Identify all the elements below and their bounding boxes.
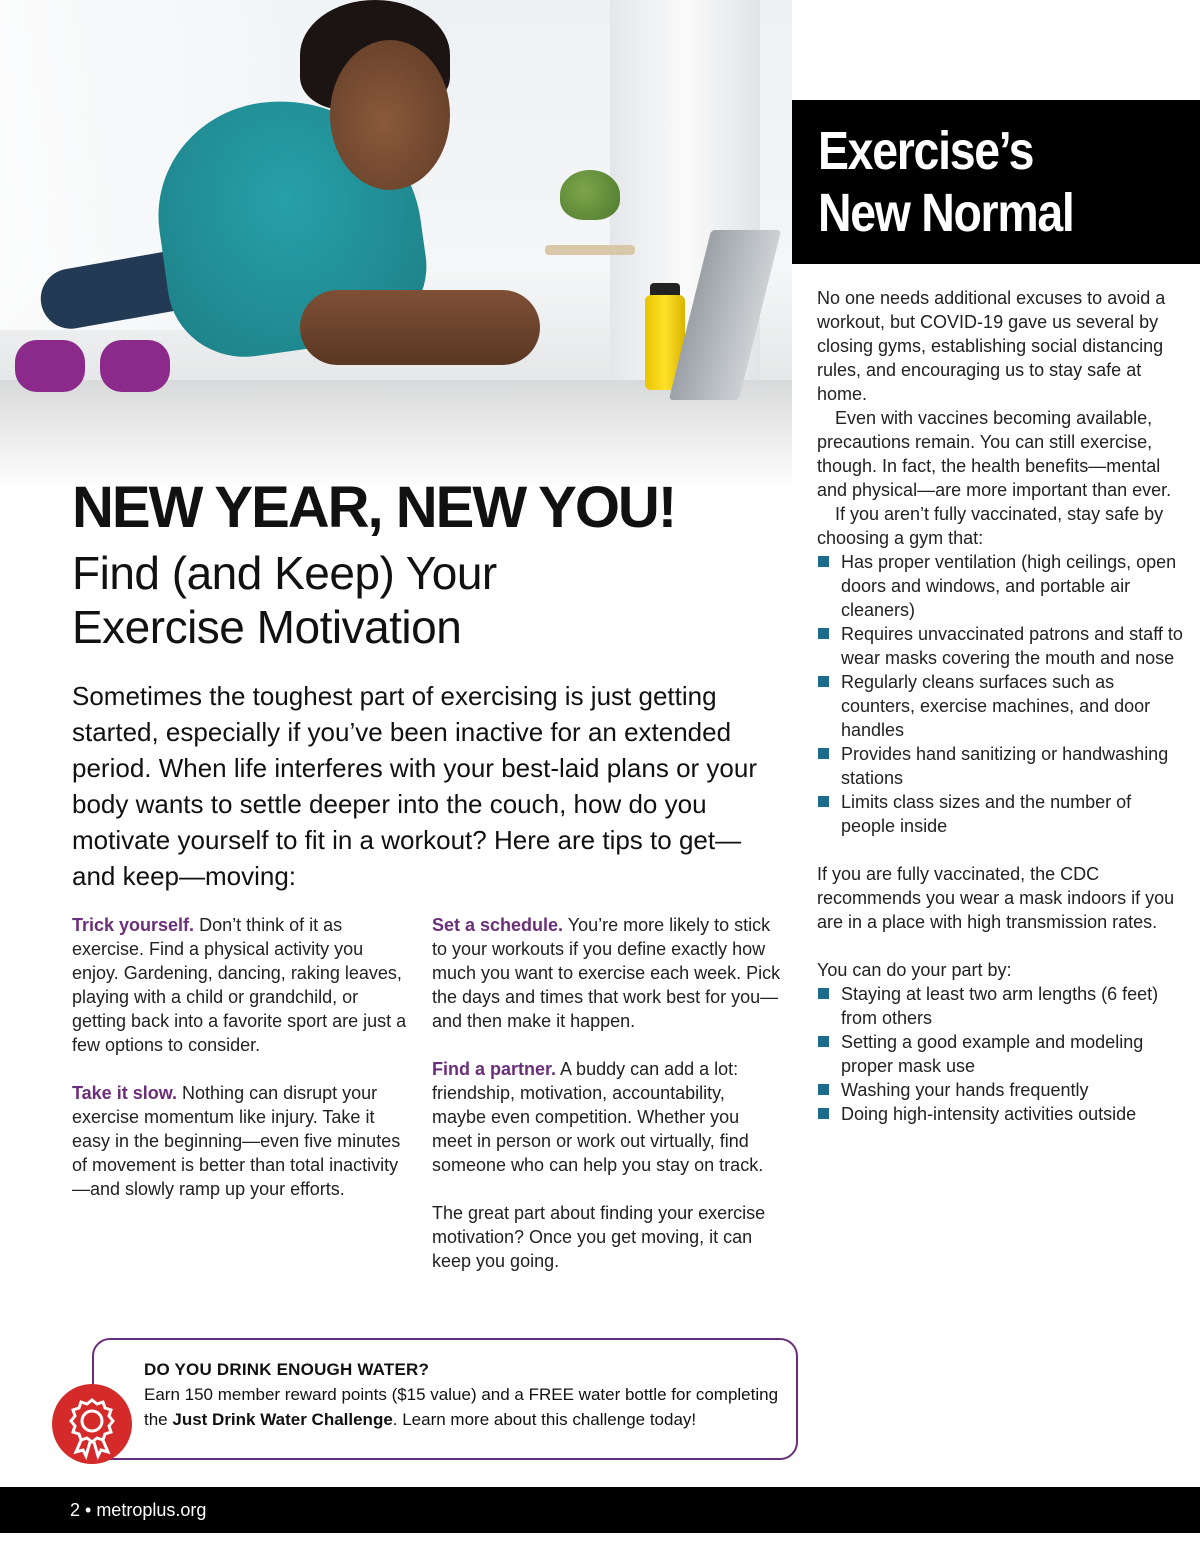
tip-paragraph xyxy=(72,1081,412,1201)
callout-text-part: . Learn more about this challenge today! xyxy=(392,1410,697,1429)
list-item: Washing your hands frequently xyxy=(817,1078,1187,1102)
list-item: Has proper ventilation (high ceilings, open doors and windows, and portable air cleaners) xyxy=(817,550,1187,622)
subhead-line: Exercise Motivation xyxy=(72,601,462,653)
tip-title: Find a partner. xyxy=(432,1059,557,1079)
plant xyxy=(560,170,620,220)
sidebar-paragraph: No one needs additional excuses to avoid a workout, but COVID-19 gave us several by closing gyms, establishing social distancing rules, and encouraging us to stay safe at home. xyxy=(817,288,1166,404)
tip-text: You’re more likely to stick to your workouts if you define exactly how much you want to exercise each week. Pick the days and times that work best for you—and then make it happen. xyxy=(432,915,781,1031)
list-item: Staying at least two arm lengths (6 feet) from others xyxy=(817,982,1187,1030)
lead-paragraph: Sometimes the toughest part of exercising is just getting started, especially if you’ve been inactive for an extended period. When life interferes with your best-laid plans or your body wants to settle deeper into the couch, how do you motivate yourself to fit in a workout? Here are tips to get—and keep—moving: xyxy=(72,681,757,891)
sidebar-body xyxy=(817,286,1187,1126)
closing-paragraph: The great part about finding your exercise motivation? Once you get moving, it can keep you going. xyxy=(432,1203,766,1271)
sidebar-paragraph: You can do your part by: xyxy=(817,960,1012,980)
tip-text: Don’t think of it as exercise. Find a physical activity you enjoy. Gardening, dancing, raking leaves, playing with a child or grandchild, or getting back into a favorite sport are just a few options to consider. xyxy=(72,915,407,1055)
list-item: Limits class sizes and the number of people inside xyxy=(817,790,1187,838)
person-arms xyxy=(300,290,540,365)
sidebar-paragraph: If you are fully vaccinated, the CDC recommends you wear a mask indoors if you are in a place with high transmission rates. xyxy=(817,864,1175,932)
your-part-list xyxy=(817,982,1187,1126)
subhead xyxy=(72,546,497,654)
sidebar-title-line: Exercise’s xyxy=(818,121,1034,181)
tip-paragraph xyxy=(72,913,412,1057)
sidebar-paragraph: Even with vaccines becoming available, precautions remain. You can still exercise, though. In fact, the health benefits—mental and physical—are more important than ever. xyxy=(817,408,1172,500)
footer-page-info: 2 • metroplus.org xyxy=(70,1500,207,1520)
article-column-right xyxy=(432,913,782,1297)
sidebar-title xyxy=(792,100,1200,264)
tip-text: Nothing can disrupt your exercise momentum like injury. Take it easy in the beginning—even five minutes of movement is better than total inactivity—and slowly ramp up your efforts. xyxy=(72,1083,401,1199)
award-ribbon-icon xyxy=(52,1384,132,1464)
gym-checklist xyxy=(817,550,1187,838)
article-column-left xyxy=(72,913,412,1225)
hero-photo xyxy=(0,0,792,490)
list-item: Doing high-intensity activities outside xyxy=(817,1102,1187,1126)
person-head xyxy=(330,40,450,190)
footer-bar xyxy=(0,1487,1200,1533)
callout-text xyxy=(144,1382,784,1432)
tip-text: A buddy can add a lot: friendship, motivation, accountability, maybe even competition. Whether you meet in person or work out virtually, find someone who can help you stay on track. xyxy=(432,1059,764,1175)
tip-title: Take it slow. xyxy=(72,1083,178,1103)
list-item: Requires unvaccinated patrons and staff to wear masks covering the mouth and nose xyxy=(817,622,1187,670)
challenge-name: Just Drink Water Challenge xyxy=(172,1410,393,1429)
tip-title: Trick yourself. xyxy=(72,915,195,935)
side-table xyxy=(545,245,635,255)
tip-paragraph xyxy=(432,1057,782,1177)
headline: NEW YEAR, NEW YOU! xyxy=(72,475,676,540)
sidebar-title-line: New Normal xyxy=(818,183,1074,243)
list-item: Provides hand sanitizing or handwashing stations xyxy=(817,742,1187,790)
water-challenge-callout xyxy=(92,1338,798,1460)
list-item: Setting a good example and modeling proper mask use xyxy=(817,1030,1187,1078)
dumbbell xyxy=(15,340,85,392)
dumbbell xyxy=(100,340,170,392)
tip-title: Set a schedule. xyxy=(432,915,564,935)
subhead-line: Find (and Keep) Your xyxy=(72,547,497,599)
tip-paragraph xyxy=(432,913,782,1033)
callout-text-part: Earn 150 member reward points ($15 value) and a FREE water bottle for completing the xyxy=(144,1385,779,1429)
list-item: Regularly cleans surfaces such as counters, exercise machines, and door handles xyxy=(817,670,1187,742)
sidebar-paragraph: If you aren’t fully vaccinated, stay safe by choosing a gym that: xyxy=(817,504,1164,548)
callout-title: DO YOU DRINK ENOUGH WATER? xyxy=(144,1360,430,1379)
